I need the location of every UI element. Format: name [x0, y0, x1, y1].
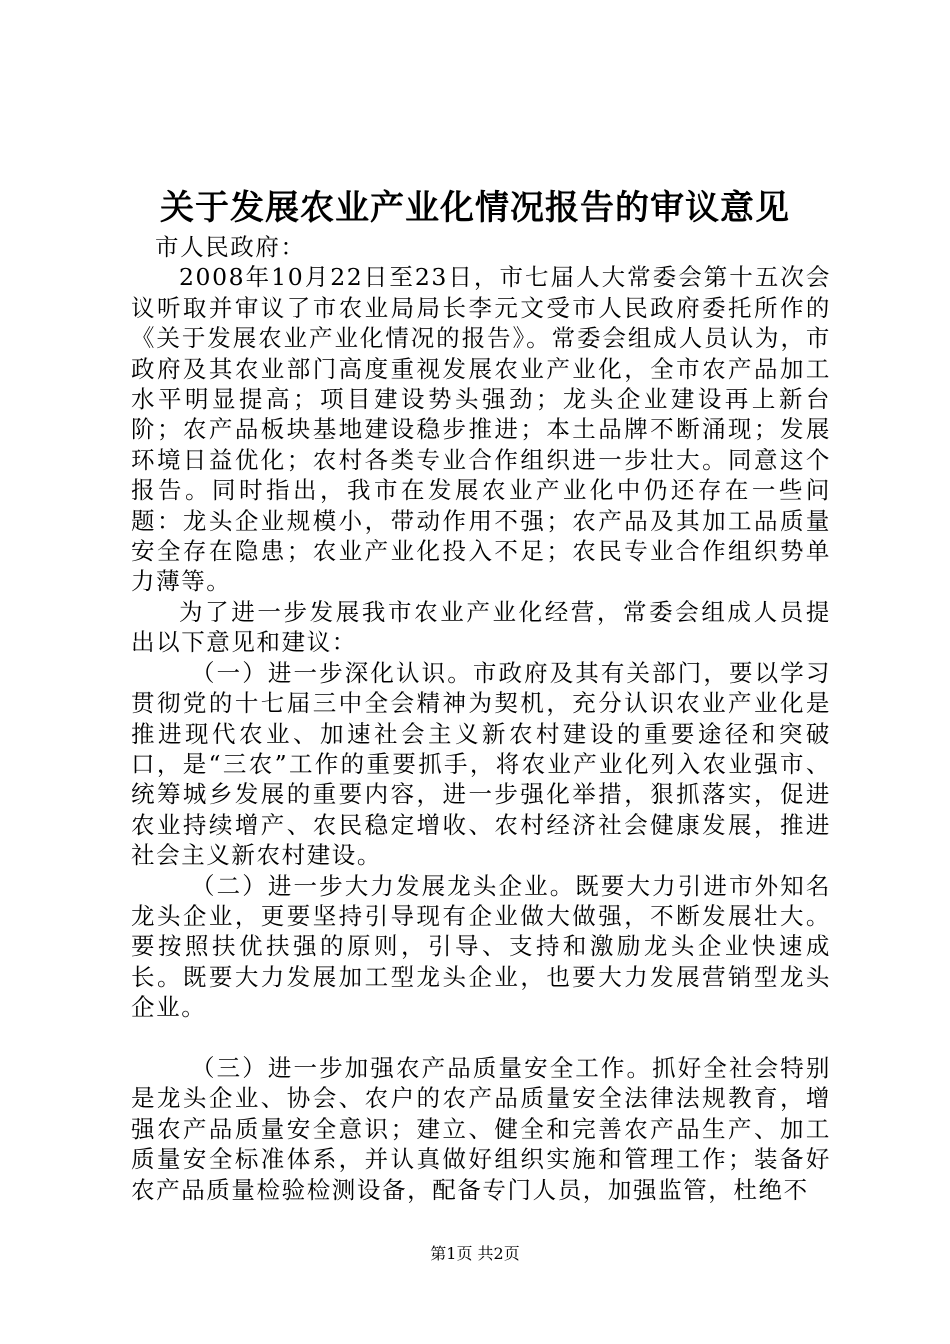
- paragraph-item-1: （一）进一步深化认识。市政府及其有关部门，要以学习贯彻党的十七届三中全会精神为契机，充分认识农业产业化是推进现代农业、加速社会主义新农村建设的重要途径和突破口，是“三农”工作的重要抓手，将农业产业化列入农业强市、统筹城乡发展的重要内容，进一步强化举措，狠抓落实，促进农业持续增产、农民稳定增收、农村经济社会健康发展，推进社会主义新农村建设。: [131, 658, 831, 870]
- paragraph-review-summary: 2008年10月22日至23日，市七届人大常委会第十五次会议听取并审议了市农业局局长李元文受市人民政府委托所作的《关于发展农业产业化情况的报告》。常委会组成人员认为，市政府及其农业部门高度重视发展农业产业化，全市农产品加工水平明显提高；项目建设势头强劲；龙头企业建设再上新台阶；农产品板块基地建设稳步推进；本土品牌不断涌现；发展环境日益优化；农村各类专业合作组织进一步壮大。同意这个报告。同时指出，我市在发展农业产业化中仍还存在一些问题：龙头企业规模小，带动作用不强；农产品及其加工品质量安全存在隐患；农业产业化投入不足；农民专业合作组织势单力薄等。: [131, 263, 831, 596]
- paragraph-item-3: （三）进一步加强农产品质量安全工作。抓好全社会特别是龙头企业、协会、农户的农产品质量安全法律法规教育，增强农产品质量安全意识；建立、健全和完善农产品生产、加工质量安全标准体系，并认真做好组织实施和管理工作；装备好农产品质量检验检测设备，配备专门人员，加强监管，杜绝不: [131, 1053, 831, 1204]
- document-body: [131, 232, 831, 1205]
- blank-line: [131, 1023, 831, 1053]
- salutation: 市人民政府：: [155, 233, 306, 261]
- paragraph-item-2: （二）进一步大力发展龙头企业。既要大力引进市外知名龙头企业，更要坚持引导现有企业做大做强，不断发展壮大。要按照扶优扶强的原则，引导、支持和激励龙头企业快速成长。既要大力发展加工型龙头企业，也要大力发展营销型龙头企业。: [131, 871, 831, 1022]
- page-number: 第1页 共2页: [430, 1244, 520, 1263]
- paragraph-intro-suggestions: 为了进一步发展我市农业产业化经营，常委会组成人员提出以下意见和建议：: [131, 597, 831, 657]
- document-title: 关于发展农业产业化情况报告的审议意见: [160, 188, 790, 228]
